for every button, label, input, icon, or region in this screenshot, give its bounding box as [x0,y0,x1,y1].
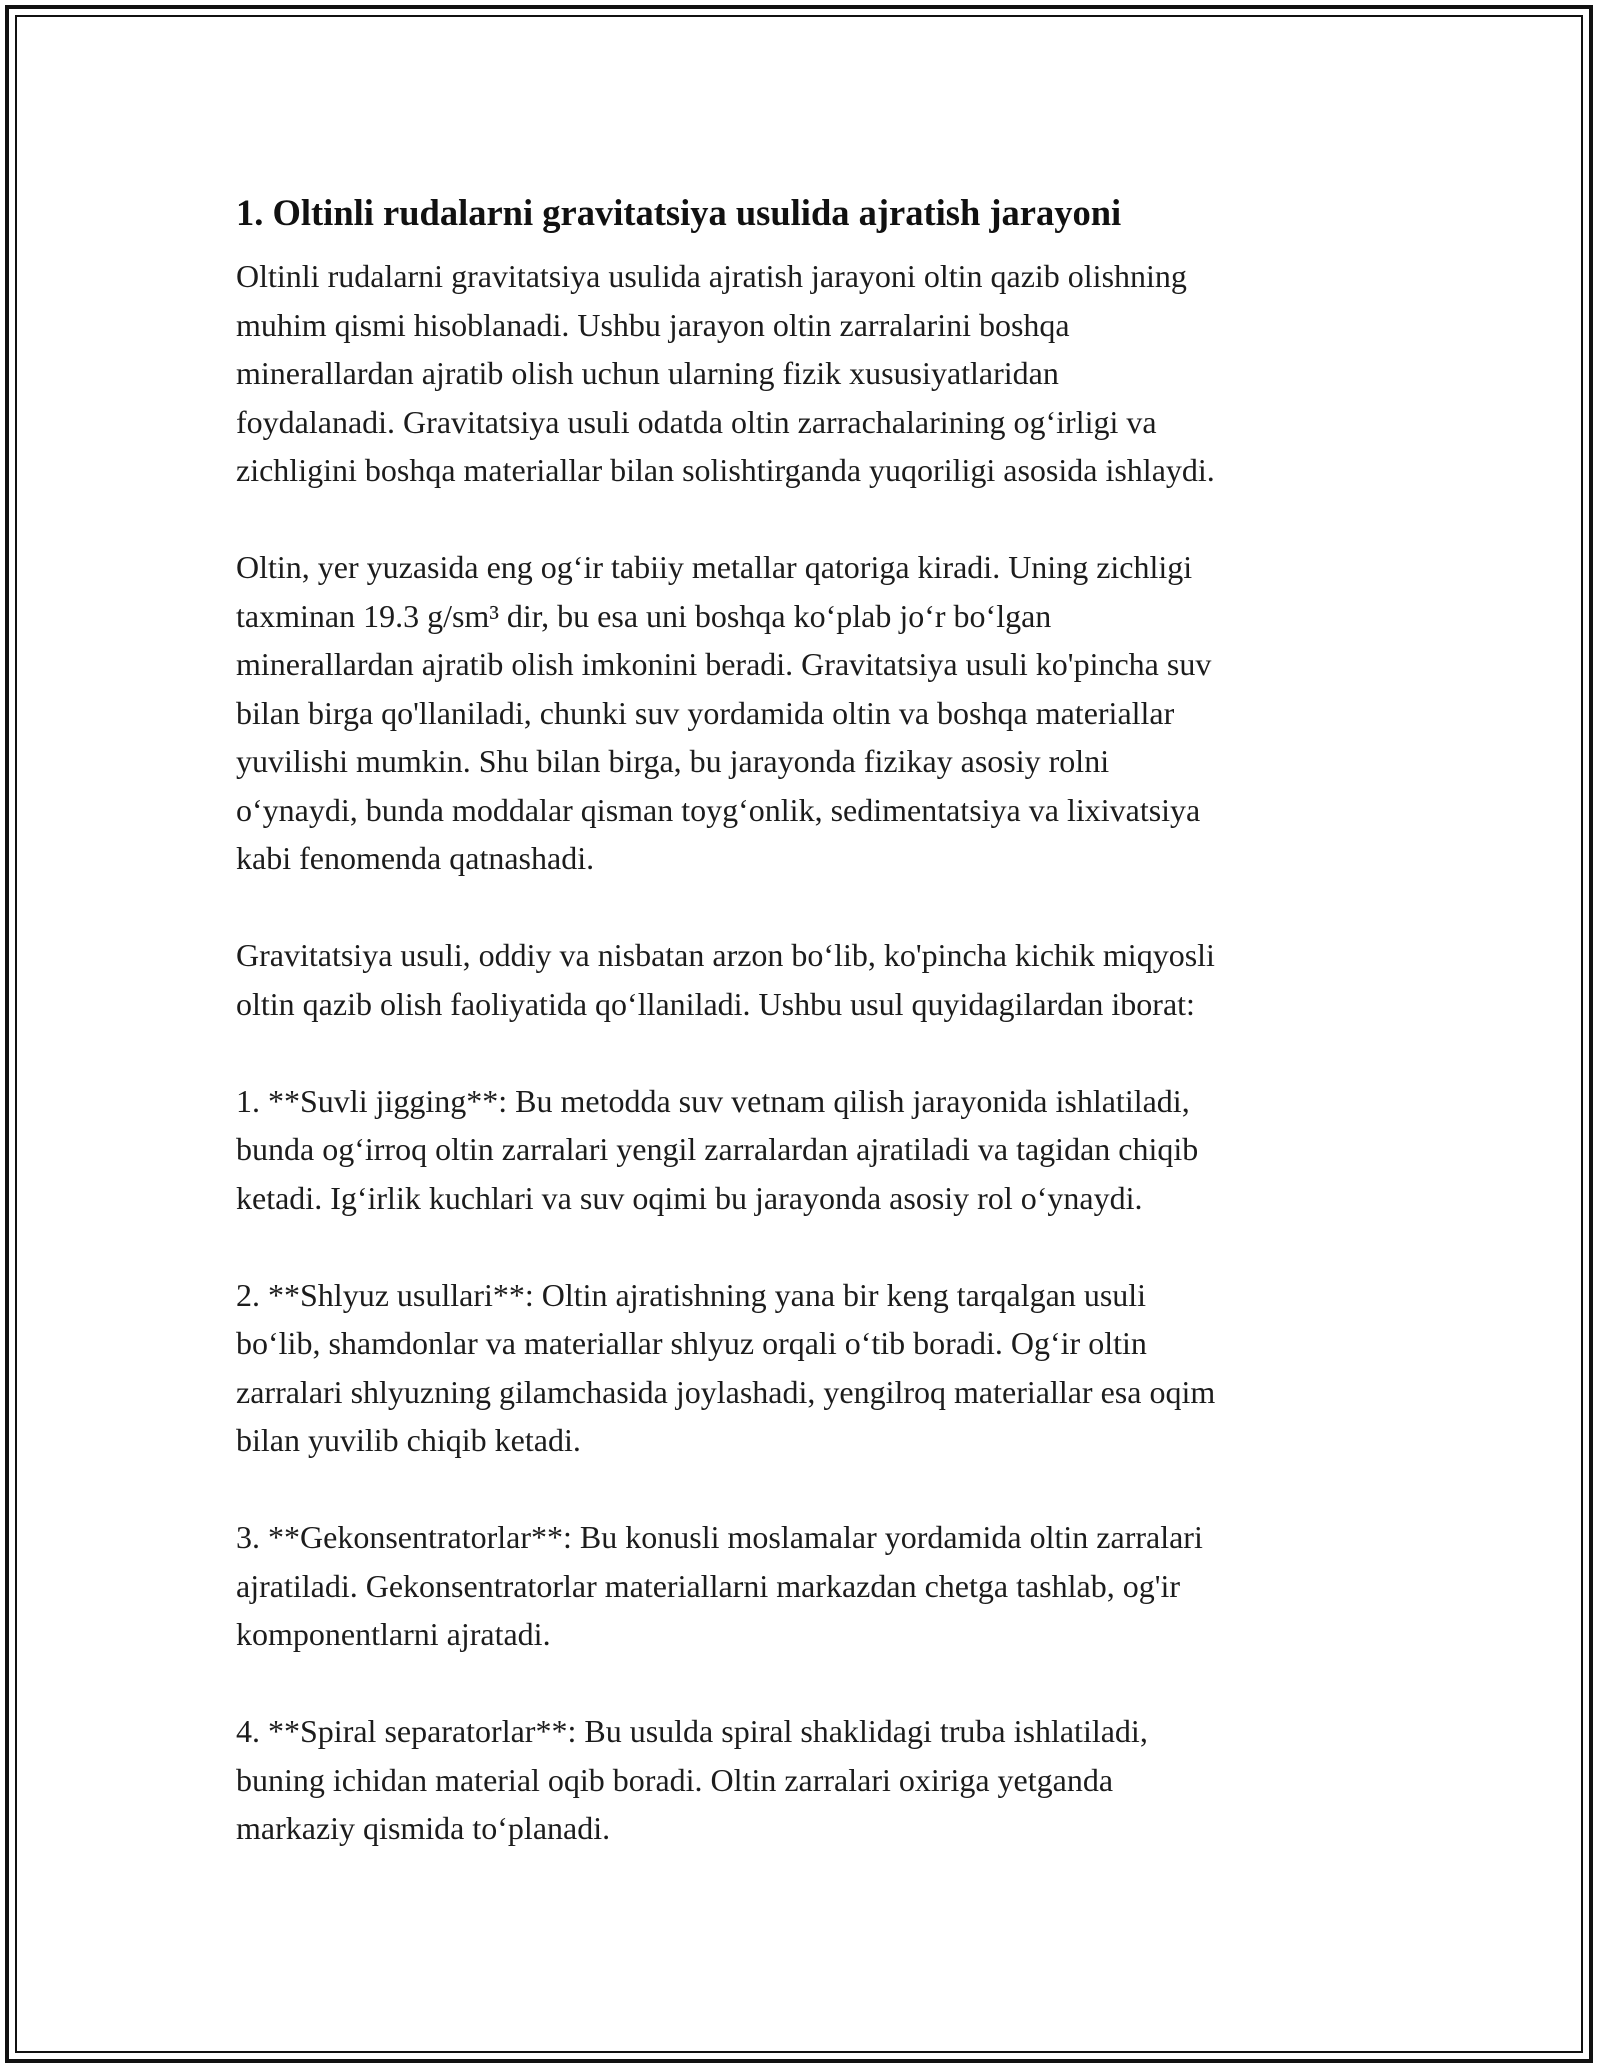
text-line: markaziy qismida to‘planadi. [236,1810,611,1846]
text-line: zichligini boshqa materiallar bilan solishtirganda yuqoriligi asosida ishlaydi. [236,452,1215,488]
text-line: minerallardan ajratib olish imkonini beradi. Gravitatsiya usuli ko'pincha suv [236,646,1212,682]
document-title: 1. Oltinli rudalarni gravitatsiya usulida ajratish jarayoni [236,192,1122,233]
list-item-jigging [236,1077,1366,1223]
text-line: taxminan 19.3 g/sm³ dir, bu esa uni boshqa ko‘plab jo‘r bo‘lgan [236,597,1052,634]
list-item-sluice [236,1271,1366,1465]
text-line: ajratiladi. Gekonsentratorlar materiallarni markazdan chetga tashlab, og'ir [236,1567,1181,1604]
paragraph-intro [236,252,1366,495]
text-line: 2. **Shlyuz usullari**: Oltin ajratishning yana bir keng tarqalgan usuli [236,1276,1147,1313]
document-body [236,186,1366,1901]
text-line: kabi fenomenda qatnashadi. [236,840,595,876]
text-line: bilan birga qo'llaniladi, chunki suv yordamida oltin va boshqa materiallar [236,694,1175,731]
paragraph-methods-intro [236,931,1366,1028]
text-line: Gravitatsiya usuli, oddiy va nisbatan arzon bo‘lib, ko'pincha kichik miqyosli [236,937,1215,973]
text-line: o‘ynaydi, bunda moddalar qisman toyg‘onlik, sedimentatsiya va lixivatsiya [236,791,1201,828]
text-line: muhim qismi hisoblanadi. Ushbu jarayon oltin zarralarini boshqa [236,306,1070,343]
text-line: yuvilishi mumkin. Shu bilan birga, bu jarayonda fizikay asosiy rolni [236,743,1110,779]
text-line: minerallardan ajratib olish uchun ularning fizik xususiyatlaridan [236,355,1059,391]
text-line: 3. **Gekonsentratorlar**: Bu konusli moslamalar yordamida oltin zarralari [236,1519,1203,1555]
text-line: zarralari shlyuzning gilamchasida joylashadi, yengilroq materiallar esa oqim [236,1373,1216,1410]
text-line: bunda og‘irroq oltin zarralari yengil zarralardan ajratiladi va tagidan chiqib [236,1131,1199,1167]
text-line: Oltinli rudalarni gravitatsiya usulida ajratish jarayoni oltin qazib olishning [236,258,1187,294]
text-line: 4. **Spiral separatorlar**: Bu usulda spiral shaklidagi truba ishlatiladi, [236,1713,1148,1749]
text-line: bo‘lib, shamdonlar va materiallar shlyuz orqali o‘tib boradi. Og‘ir oltin [236,1325,1147,1361]
text-line: 1. **Suvli jigging**: Bu metodda suv vetnam qilish jarayonida ishlatiladi, [236,1082,1190,1119]
text-line: buning ichidan material oqib boradi. Oltin zarralari oxiriga yetganda [236,1761,1114,1798]
text-line: foydalanadi. Gravitatsiya usuli odatda oltin zarrachalarining og‘irligi va [236,403,1157,440]
text-line: oltin qazib olish faoliyatida qo‘llaniladi. Ushbu usul quyidagilardan iborat: [236,985,1195,1022]
text-line: ketadi. Ig‘irlik kuchlari va suv oqimi bu jarayonda asosiy rol o‘ynaydi. [236,1179,1143,1216]
paragraph-density [236,543,1366,883]
list-item-spiral [236,1707,1366,1853]
text-line: bilan yuvilib chiqib ketadi. [236,1422,581,1458]
list-item-concentrators [236,1513,1366,1659]
text-line: Oltin, yer yuzasida eng og‘ir tabiiy metallar qatoriga kiradi. Uning zichligi [236,549,1193,585]
text-line: komponentlarni ajratadi. [236,1616,551,1652]
